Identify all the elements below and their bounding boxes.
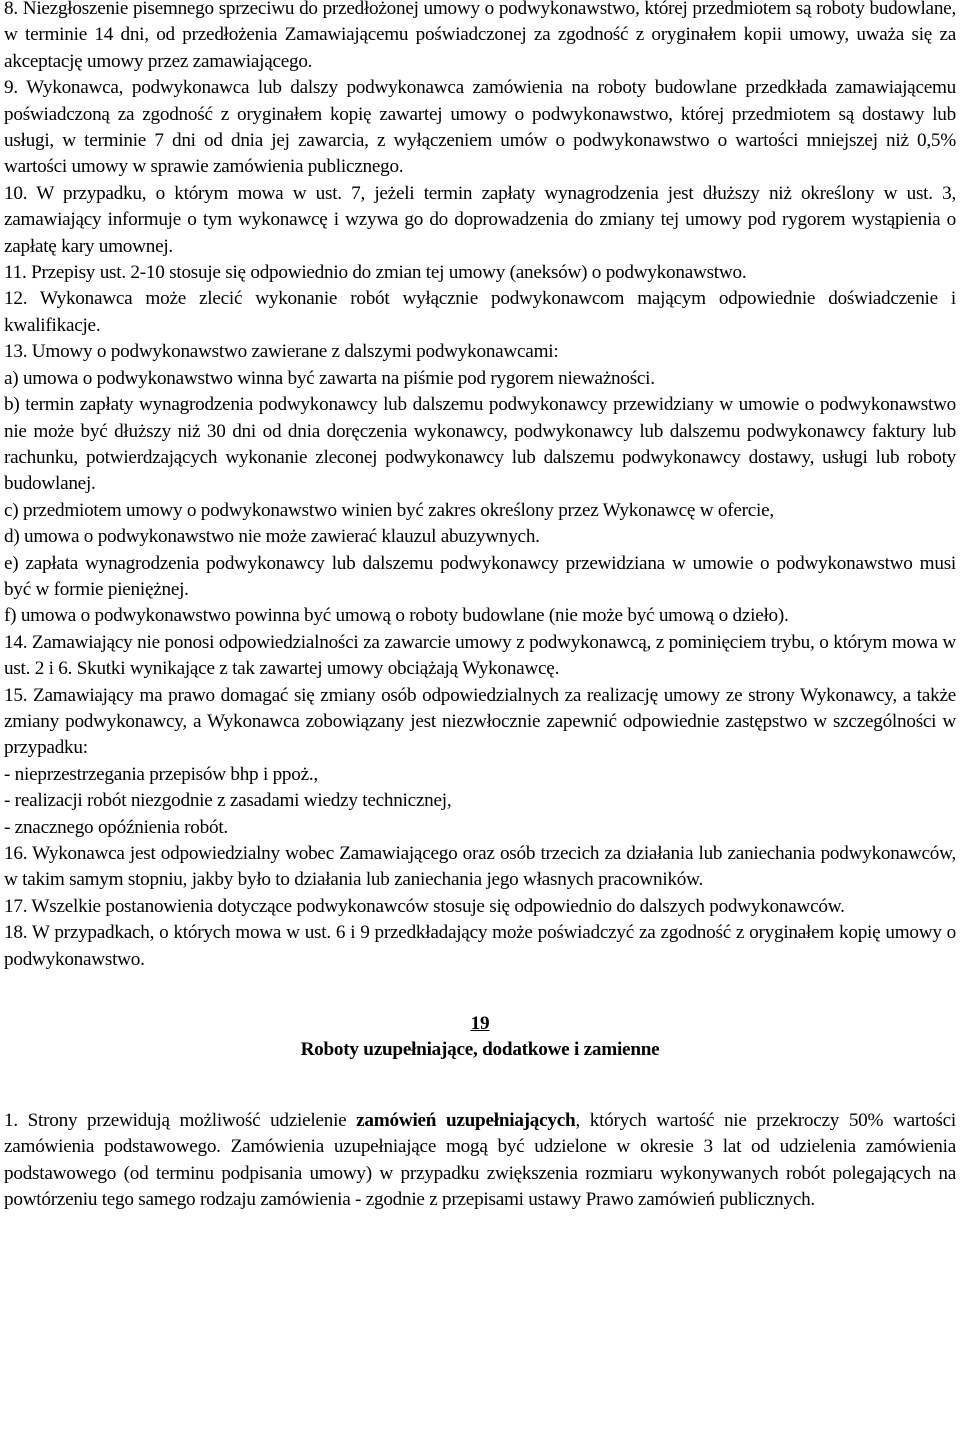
paragraph-13: 13. Umowy o podwykonawstwo zawierane z dalszymi podwykonawcami: xyxy=(4,341,559,363)
paragraph-8: 8. Niezgłoszenie pisemnego sprzeciwu do przedłożonej umowy o podwykonawstwo, której przedmiotem są roboty budowlane, w terminie 14 dni, od przedłożenia Zamawiającemu poświadczonej za zgodność z oryginałem kopii umowy, uważa się za akceptację umowy przez zamawiającego. xyxy=(4,0,956,72)
paragraph-13-b: b) termin zapłaty wynagrodzenia podwykonawcy lub dalszemu podwykonawcy przewidziany w umowie o podwykonawstwo nie może być dłuższy niż 30 dni od dnia doręczenia wykonawcy, podwykonawcy lub dalszemu podwykonawcy faktury lub rachunku, potwierdzających wykonanie zleconej podwykonawcy lub dalszemu podwykonawcy dostawy, usługi lub roboty budowlanej. xyxy=(4,394,956,495)
paragraph-11: 11. Przepisy ust. 2-10 stosuje się odpowiednio do zmian tej umowy (aneksów) o podwykonawstwo. xyxy=(4,262,747,284)
paragraph-13-c: c) przedmiotem umowy o podwykonawstwo winien być zakres określony przez Wykonawcę w ofercie, xyxy=(4,499,774,521)
paragraph-15-item-2: - realizacji robót niezgodnie z zasadami wiedzy technicznej, xyxy=(4,790,452,812)
paragraph-17: 17. Wszelkie postanowienia dotyczące podwykonawców stosuje się odpowiednio do dalszych podwykonawców. xyxy=(4,895,845,917)
section-number: 19 xyxy=(470,1013,490,1035)
section-heading xyxy=(4,1011,956,1064)
section-paragraph-1-start: 1. Strony przewidują możliwość udzielenie xyxy=(4,1109,357,1131)
document-page xyxy=(4,0,956,1213)
paragraph-15: 15. Zamawiający ma prawo domagać się zmiany osób odpowiedzialnych za realizację umowy ze strony Wykonawcy, a także zmiany podwykonawcy, a Wykonawca zobowiązany jest niezwłocznie zapewnić odpowiednie zastępstwo w szczególności w przypadku: xyxy=(4,684,956,759)
section-paragraph-1 xyxy=(4,1108,956,1214)
paragraph-15-item-3: - znacznego opóźnienia robót. xyxy=(4,816,228,838)
section-title: Roboty uzupełniające, dodatkowe i zamienne xyxy=(300,1039,660,1061)
paragraph-13-f: f) umowa o podwykonawstwo powinna być umową o roboty budowlane (nie może być umową o dzieło). xyxy=(4,605,789,627)
paragraph-13-e: e) zapłata wynagrodzenia podwykonawcy lub dalszemu podwykonawcy przewidziana w umowie o podwykonawstwo musi być w formie pieniężnej. xyxy=(4,552,956,600)
section-paragraph-1-bold: zamówień uzupełniających xyxy=(356,1109,576,1131)
paragraph-9: 9. Wykonawca, podwykonawca lub dalszy podwykonawca zamówienia na roboty budowlane przedkłada zamawiającemu poświadczoną za zgodność z oryginałem kopię zawartej umowy o podwykonawstwo, której przedmiotem są dostawy lub usługi, w terminie 7 dni od dnia jej zawarcia, z wyłączeniem umów o podwykonawstwo o wartości mniejszej niż 0,5% wartości umowy w sprawie zamówienia publicznego. xyxy=(4,77,956,178)
paragraph-15-item-1: - nieprzestrzegania przepisów bhp i ppoż., xyxy=(4,763,318,785)
paragraph-12: 12. Wykonawca może zlecić wykonanie robót wyłącznie podwykonawcom mającym odpowiednie doświadczenie i kwalifikacje. xyxy=(4,288,956,336)
paragraph-13-d: d) umowa o podwykonawstwo nie może zawierać klauzul abuzywnych. xyxy=(4,526,540,548)
paragraph-10: 10. W przypadku, o którym mowa w ust. 7, jeżeli termin zapłaty wynagrodzenia jest dłuższy niż określony w ust. 3, zamawiający informuje o tym wykonawcę i wzywa go do doprowadzenia do zmiany tej umowy pod rygorem wystąpienia o zapłatę kary umownej. xyxy=(4,182,956,257)
paragraph-16: 16. Wykonawca jest odpowiedzialny wobec Zamawiającego oraz osób trzecich za działania lub zaniechania podwykonawców, w takim samym stopniu, jakby było to działania lub zaniechania jego własnych pracowników. xyxy=(4,843,956,891)
paragraph-13-a: a) umowa o podwykonawstwo winna być zawarta na piśmie pod rygorem nieważności. xyxy=(4,367,655,389)
section-paragraph-1-rest: , których wartość nie przekroczy 50% wartości zamówienia podstawowego. Zamówienia uzupełniające mogą być udzielone w okresie 3 lat od udzielenia zamówienia podstawowego (od terminu podpisania umowy) w przypadku zwiększenia rozmiaru wykonywanych robót polegających na powtórzeniu tego samego rodzaju zamówienia - zgodnie z przepisami ustawy Prawo zamówień publicznych. xyxy=(4,1109,956,1211)
paragraph-18: 18. W przypadkach, o których mowa w ust. 6 i 9 przedkładający może poświadczyć za zgodność z oryginałem kopię umowy o podwykonawstwo. xyxy=(4,922,956,970)
paragraph-14: 14. Zamawiający nie ponosi odpowiedzialności za zawarcie umowy z podwykonawcą, z pominięciem trybu, o którym mowa w ust. 2 i 6. Skutki wynikające z tak zawartej umowy obciążają Wykonawcę. xyxy=(4,631,956,680)
